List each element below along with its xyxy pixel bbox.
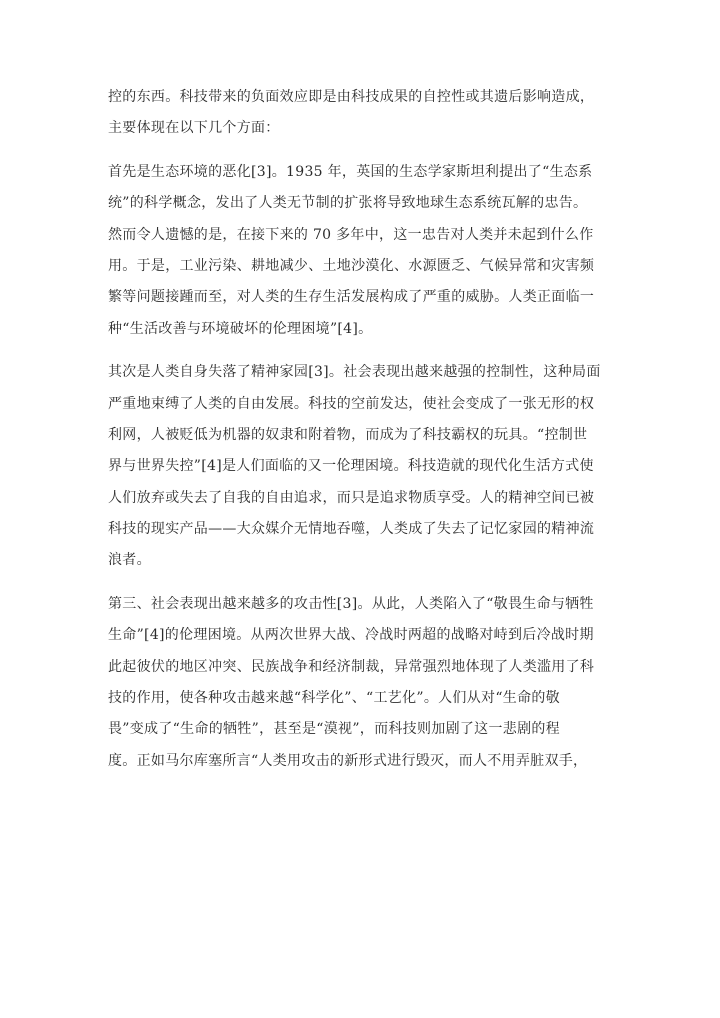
paragraph-ecology — [108, 157, 608, 345]
text-line: 畏”变成了“生命的牺牲”，甚至是“漠视”，而科技则加剧了这一悲剧的程 — [108, 721, 560, 738]
text-line: 统”的科学概念，发出了人类无节制的扩张将导致地球生态系统瓦解的忠告。 — [108, 195, 588, 212]
text-line: 人们放弃或失去了自我的自由追求，而只是追求物质享受。人的精神空间已被 — [108, 489, 595, 506]
text-line: 主要体现在以下几个方面： — [108, 120, 280, 137]
text-line: 生命”[4]的伦理困境。从两次世界大战、冷战时两超的战略对峙到后冷战时期 — [108, 627, 594, 644]
text-line: 此起彼伏的地区冲突、民族战争和经济制裁，异常强烈地体现了人类滥用了科 — [108, 658, 595, 675]
text-line: 技的作用，使各种攻击越来越“科学化”、“工艺化”。人们从对“生命的敬 — [108, 690, 560, 707]
text-line: 控的东西。科技带来的负面效应即是由科技成果的自控性或其遗后影响造成， — [108, 89, 595, 105]
text-line: 利网，人被贬低为机器的奴隶和附着物，而成为了科技霸权的玩具。“控制世 — [108, 426, 588, 443]
text-line: 度。正如马尔库塞所言“人类用攻击的新形式进行毁灭，而人不用弄脏双手， — [108, 752, 588, 769]
paragraph-aggression — [108, 589, 608, 777]
text-line: 然而令人遗憾的是，在接下来的 70 多年中，这一忠告对人类并未起到什么作 — [108, 226, 594, 243]
text-line: 用。于是，工业污染、耕地减少、土地沙漠化、水源匮乏、气候异常和灾害频 — [108, 257, 595, 274]
text-line: 其次是人类自身失落了精神家园[3]。社会表现出越来越强的控制性，这种局面 — [108, 364, 601, 381]
text-line: 首先是生态环境的恶化[3]。1935 年，英国的生态学家斯坦利提出了“生态系 — [108, 163, 593, 180]
text-line: 繁等问题接踵而至，对人类的生存生活发展构成了严重的威胁。人类正面临一 — [108, 289, 595, 306]
text-line: 第三、社会表现出越来越多的攻击性[3]。从此，人类陷入了“敬畏生命与牺牲 — [108, 595, 594, 612]
text-line: 浪者。 — [108, 552, 151, 569]
text-line: 界与世界失控”[4]是人们面临的又一伦理困境。科技造就的现代化生活方式使 — [108, 458, 594, 475]
paragraph-spirit — [108, 357, 608, 577]
text-line: 科技的现实产品——大众媒介无情地吞噬，人类成了失去了记忆家园的精神流 — [108, 521, 595, 538]
document-body — [108, 82, 608, 777]
text-line: 严重地束缚了人类的自由发展。科技的空前发达，使社会变成了一张无形的权 — [108, 395, 595, 412]
text-line: 种“生活改善与环境破坏的伦理困境”[4]。 — [108, 320, 373, 337]
paragraph-intro — [108, 82, 608, 145]
